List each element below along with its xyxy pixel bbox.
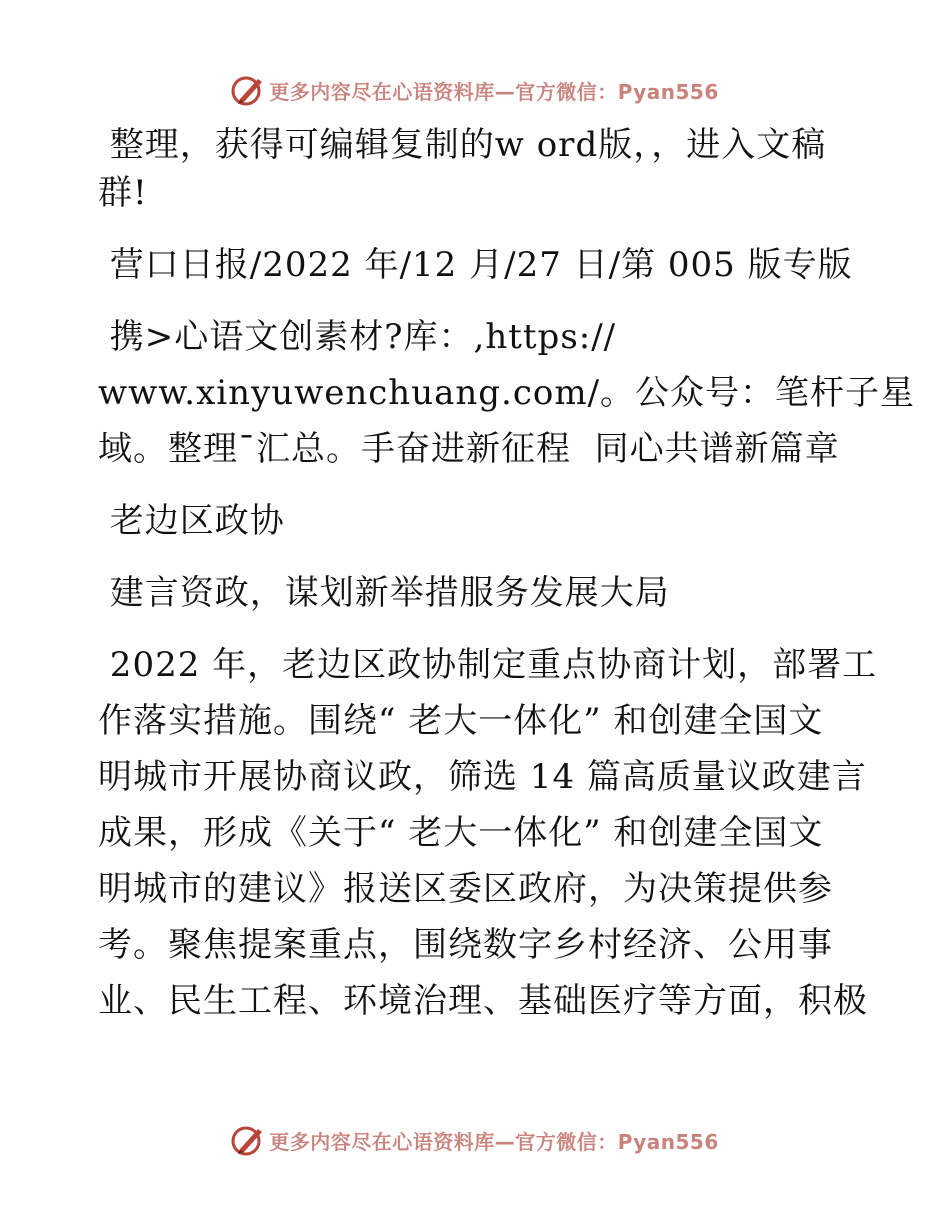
text-line: www.xinyuwenchuang.com/。公众号：笔杆子星 (98, 373, 916, 413)
document-body (98, 122, 916, 1024)
text-line: 成果，形成《关于“ 老大一体化” 和创建全国文 (98, 813, 824, 853)
text-line: 考。聚焦提案重点，围绕数字乡村经济、公用事 (98, 925, 833, 965)
text-line: 作落实措施。围绕“ 老大一体化” 和创建全国文 (98, 701, 824, 741)
footer-banner (0, 1120, 950, 1160)
text-line: 营口日报/2022 年/12 月/27 日/第 005 版专版 (98, 245, 853, 285)
header-banner (0, 70, 950, 110)
text-line: 业、民生工程、环境治理、基础医疗等方面，积极 (98, 981, 868, 1021)
text-line: 域。整理¯汇总。手奋进新征程 同心共谱新篇章 (98, 429, 840, 469)
text-line: 携>心语文创素材?库：,https:// (98, 317, 617, 357)
text-line: 群! (98, 173, 148, 213)
text-line: 明城市的建议》报送区委区政府，为决策提供参 (98, 869, 833, 909)
text-line: 明城市开展协商议政，筛选 14 篇高质量议政建言 (98, 757, 867, 797)
footer-banner-text: 更多内容尽在心语资料库—官方微信：Pyan556 (269, 1129, 719, 1154)
text-line: 老边区政协 (98, 501, 285, 541)
text-line: 2022 年，老边区政协制定重点协商计划，部署工 (98, 645, 878, 685)
header-banner-text: 更多内容尽在心语资料库—官方微信：Pyan556 (269, 79, 719, 104)
text-line: 建言资政，谋划新举措服务发展大局 (98, 573, 670, 613)
pen-logo-icon (231, 73, 265, 107)
text-line: 整理，获得可编辑复制的w ord版，，进入文稿 (98, 125, 827, 165)
pen-logo-icon (231, 1123, 265, 1157)
